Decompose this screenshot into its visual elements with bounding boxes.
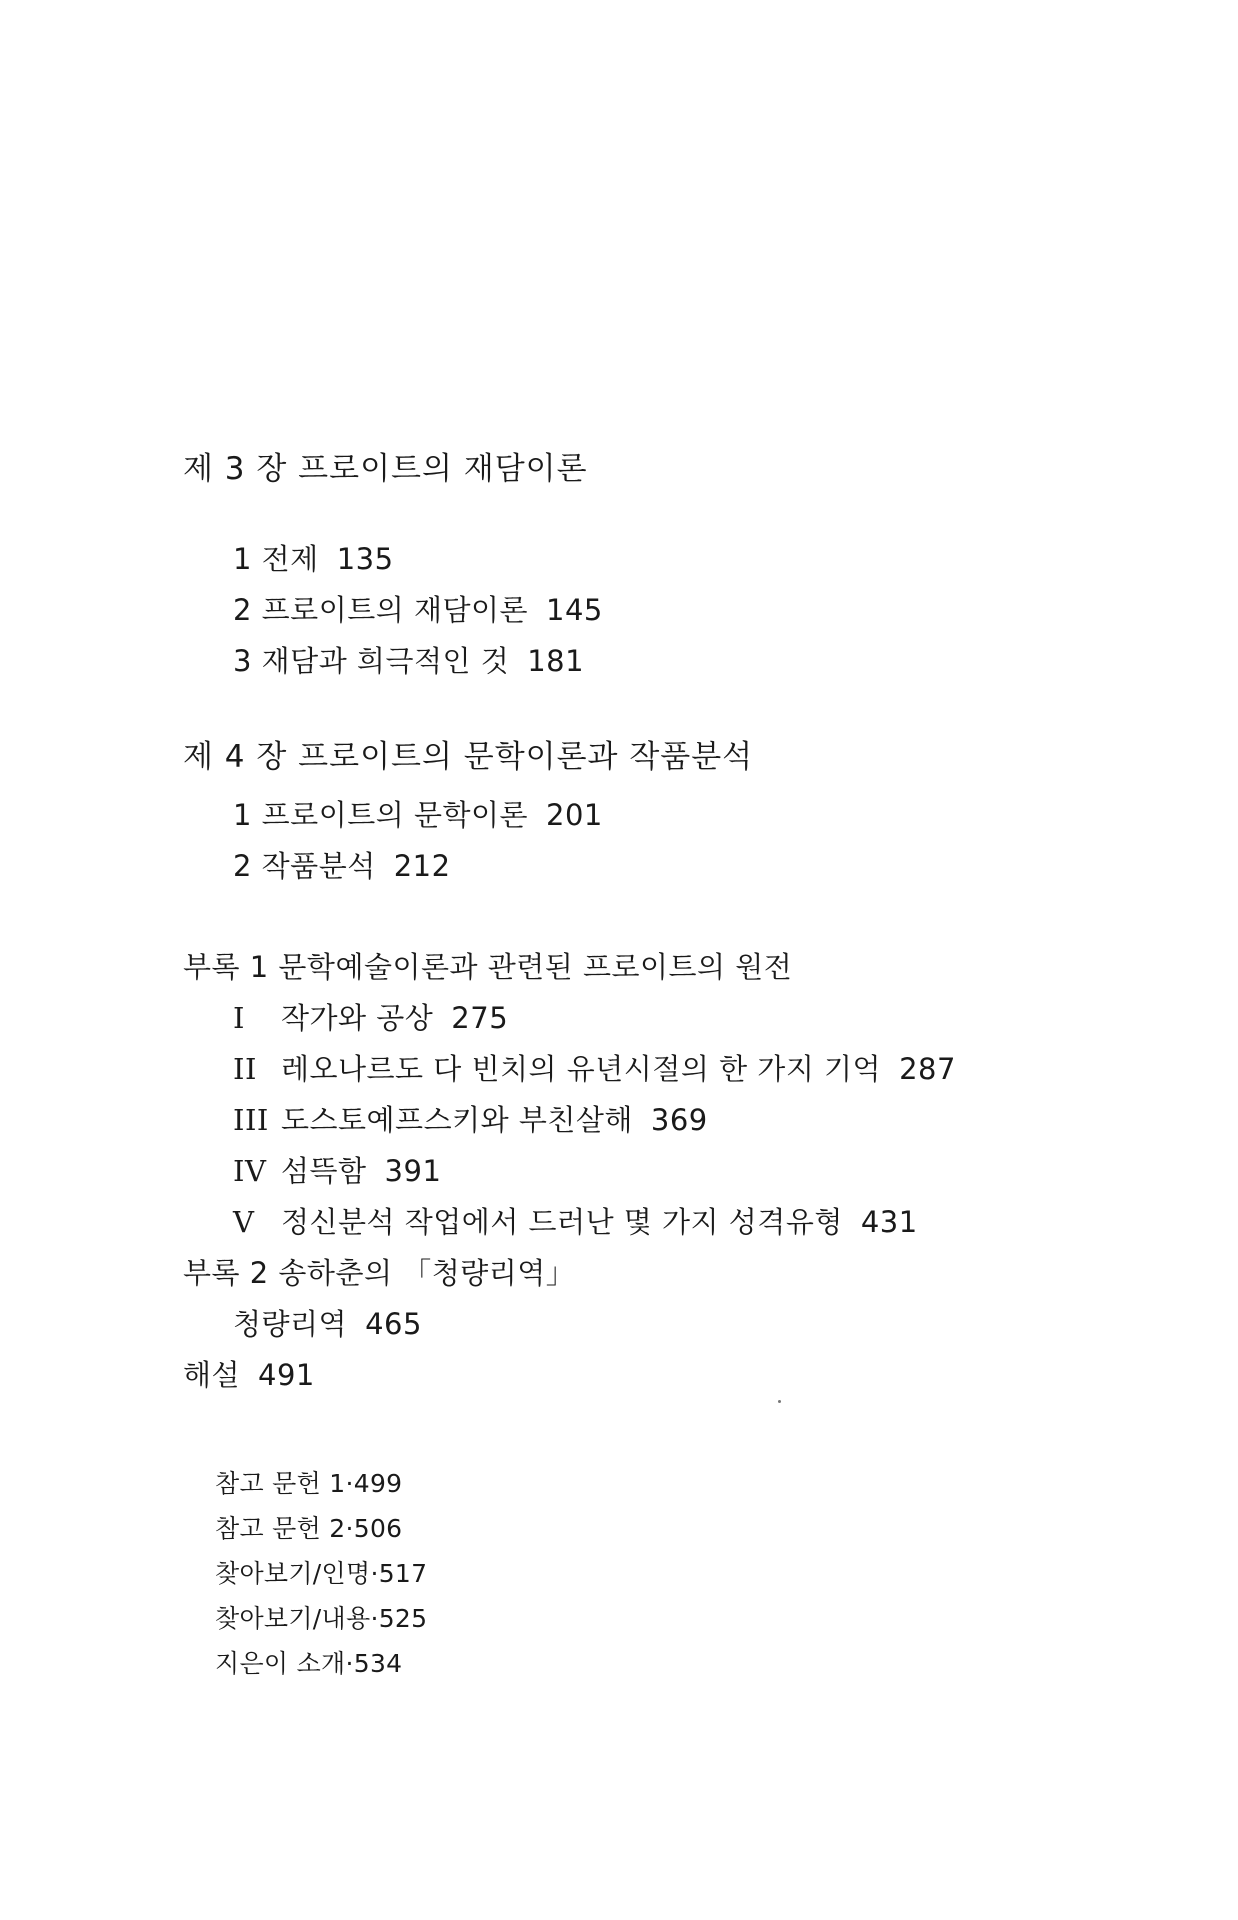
toc-entry-ch3-3[interactable]	[233, 644, 585, 678]
chapter-4-title: 제 4 장 프로이트의 문학이론과 작품분석	[183, 739, 754, 775]
entry-page: 431	[860, 1205, 918, 1239]
entry-title: 1 전제	[233, 542, 319, 576]
entry-separator: ·	[345, 1514, 354, 1543]
entry-title: 레오나르도 다 빈치의 유년시절의 한 가지 기억	[281, 1052, 882, 1086]
entry-title: 3 재담과 희극적인 것	[233, 644, 510, 678]
entry-title: 2 프로이트의 재담이론	[233, 593, 529, 627]
roman-numeral: V	[233, 1205, 255, 1239]
toc-entry-ch4-1[interactable]	[233, 798, 603, 832]
toc-entry-ch4-2[interactable]	[233, 849, 451, 883]
entry-separator: ·	[345, 1649, 354, 1678]
toc-entry-app1-ii[interactable]	[233, 1052, 956, 1086]
appendix-1-title: 부록 1 문학예술이론과 관련된 프로이트의 원전	[183, 950, 793, 984]
toc-entry-ch3-1[interactable]	[233, 542, 394, 576]
entry-title: 찾아보기/인명	[215, 1559, 371, 1588]
toc-entry-app1-iii[interactable]	[233, 1103, 708, 1137]
print-speck	[778, 1400, 781, 1403]
entry-page: 525	[378, 1604, 428, 1633]
toc-entry-about-author[interactable]	[215, 1651, 402, 1676]
entry-page: 499	[353, 1469, 403, 1498]
entry-title: 2 작품분석	[233, 849, 376, 883]
entry-title: 청량리역	[233, 1307, 348, 1341]
entry-separator: ·	[370, 1604, 379, 1633]
entry-page: 201	[546, 798, 603, 832]
toc-entry-bibliography-2[interactable]	[215, 1516, 402, 1541]
toc-entry-app1-v[interactable]	[233, 1205, 918, 1239]
entry-page: 369	[650, 1103, 708, 1137]
entry-page: 491	[258, 1358, 315, 1392]
roman-numeral: II	[233, 1052, 257, 1086]
toc-entry-bibliography-1[interactable]	[215, 1471, 402, 1496]
toc-entry-commentary[interactable]	[183, 1358, 315, 1392]
entry-page: 534	[353, 1649, 403, 1678]
entry-title: 해설	[183, 1358, 241, 1392]
toc-entry-ch3-2[interactable]	[233, 593, 603, 627]
entry-page: 287	[899, 1052, 956, 1086]
entry-title: 작가와 공상	[281, 1001, 434, 1035]
entry-separator: ·	[345, 1469, 354, 1498]
appendix-2-title: 부록 2 송하춘의 「청량리역」	[183, 1256, 576, 1290]
toc-entry-app2-1[interactable]	[233, 1307, 422, 1341]
toc-entry-index-subjects[interactable]	[215, 1606, 427, 1631]
entry-separator: ·	[370, 1559, 379, 1588]
chapter-3-title: 제 3 장 프로이트의 재담이론	[183, 451, 588, 487]
roman-numeral: I	[233, 1001, 245, 1035]
entry-page: 275	[451, 1001, 509, 1035]
entry-title: 섬뜩함	[281, 1154, 367, 1188]
entry-page: 506	[353, 1514, 403, 1543]
entry-page: 517	[378, 1559, 428, 1588]
entry-title: 참고 문헌 1	[215, 1469, 346, 1498]
entry-title: 지은이 소개	[215, 1649, 346, 1678]
entry-page: 391	[384, 1154, 442, 1188]
entry-title: 참고 문헌 2	[215, 1514, 346, 1543]
entry-page: 465	[365, 1307, 422, 1341]
entry-page: 181	[527, 644, 585, 678]
entry-page: 212	[393, 849, 451, 883]
entry-page: 145	[546, 593, 603, 627]
entry-title: 찾아보기/내용	[215, 1604, 371, 1633]
roman-numeral: IV	[233, 1154, 267, 1188]
entry-page: 135	[336, 542, 394, 576]
entry-title: 정신분석 작업에서 드러난 몇 가지 성격유형	[281, 1205, 843, 1239]
toc-entry-app1-iv[interactable]	[233, 1154, 442, 1188]
toc-entry-index-names[interactable]	[215, 1561, 427, 1586]
toc-entry-app1-i[interactable]	[233, 1001, 509, 1035]
roman-numeral: III	[233, 1103, 269, 1137]
entry-title: 도스토예프스키와 부친살해	[281, 1103, 633, 1137]
entry-title: 1 프로이트의 문학이론	[233, 798, 529, 832]
